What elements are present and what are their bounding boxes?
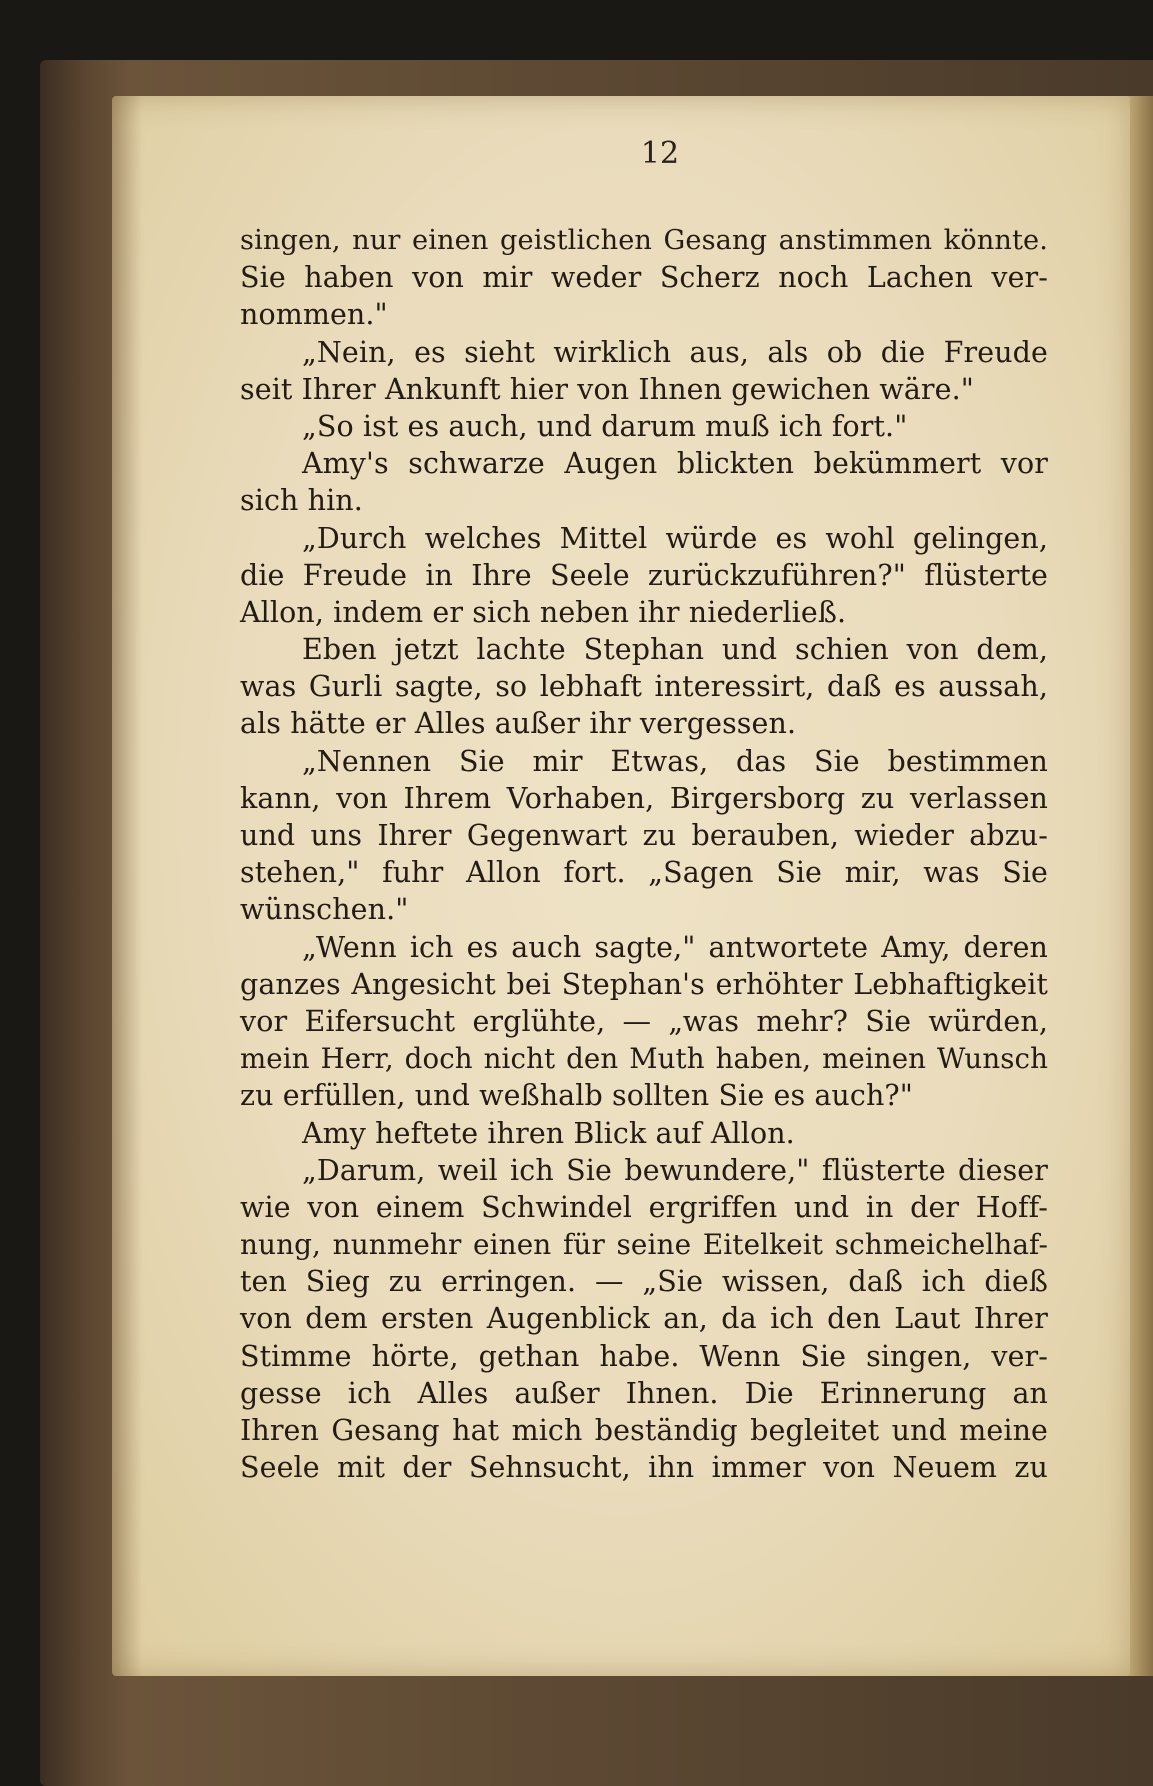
text-line: ten Sieg zu erringen. — „Sie wissen, daß ich dieß (240, 1265, 1048, 1299)
text-line: „Nennen Sie mir Etwas, das Sie bestimmen (302, 744, 1048, 778)
text-line: gesse ich Alles außer Ihnen. Die Erinnerung an (240, 1376, 1048, 1410)
text-line: Ihren Gesang hat mich beständig begleitet und meine (240, 1414, 1048, 1447)
body-text (240, 222, 1048, 1486)
text-line: die Freude in Ihre Seele zurückzuführen?" flüsterte (240, 558, 1048, 592)
text-line: Seele mit der Sehnsucht, ihn immer von Neuem zu (240, 1451, 1048, 1485)
text-line: nung, nunmehr einen für seine Eitelkeit schmeichelhaf- (240, 1228, 1048, 1262)
text-line: „So ist es auch, und darum muß ich fort." (302, 409, 908, 443)
text-line: was Gurli sagte, so lebhaft interessirt, daß es aussah, (240, 670, 1048, 704)
text-line: Sie haben von mir weder Scherz noch Lachen ver- (240, 261, 1048, 295)
text-line: wünschen." (240, 893, 409, 927)
text-line: nommen." (240, 298, 388, 332)
text-line: Stimme hörte, gethan habe. Wenn Sie singen, ver- (240, 1339, 1048, 1373)
text-line: „Durch welches Mittel würde es wohl gelingen, (302, 521, 1048, 555)
text-line: „Nein, es sieht wirklich aus, als ob die Freude (302, 335, 1048, 369)
text-line: und uns Ihrer Gegenwart zu berauben, wieder abzu- (240, 819, 1048, 852)
text-line: singen, nur einen geistlichen Gesang anstimmen könnte. (240, 225, 1048, 256)
text-line: Amy heftete ihren Blick auf Allon. (302, 1116, 795, 1150)
text-line: vor Eifersucht erglühte, — „was mehr? Sie würden, (240, 1004, 1048, 1038)
text-line: „Wenn ich es auch sagte," antwortete Amy, deren (302, 930, 1048, 964)
text-line: Eben jetzt lachte Stephan und schien von dem, (302, 633, 1048, 667)
text-line: mein Herr, doch nicht den Muth haben, meinen Wunsch (240, 1042, 1048, 1076)
text-line: ganzes Angesicht bei Stephan's erhöhter Lebhaftigkeit (240, 967, 1048, 1001)
spine-shadow (112, 96, 142, 1676)
text-line: von dem ersten Augenblick an, da ich den Laut Ihrer (240, 1302, 1048, 1336)
text-line: wie von einem Schwindel ergriffen und in der Hoff- (240, 1190, 1048, 1224)
text-line: Amy's schwarze Augen blickten bekümmert vor (302, 447, 1048, 481)
text-line: sich hin. (240, 484, 363, 518)
text-line: Allon, indem er sich neben ihr niederließ. (240, 595, 847, 629)
text-line: zu erfüllen, und weßhalb sollten Sie es auch?" (240, 1079, 913, 1113)
text-line: seit Ihrer Ankunft hier von Ihnen gewichen wäre." (240, 372, 974, 406)
text-line: als hätte er Alles außer ihr vergessen. (240, 707, 797, 741)
text-line: stehen," fuhr Allon fort. „Sagen Sie mir, was Sie (240, 856, 1048, 890)
page-number: 12 (640, 136, 680, 171)
text-line: kann, von Ihrem Vorhaben, Birgersborg zu verlassen (240, 781, 1048, 815)
text-line: „Darum, weil ich Sie bewundere," flüsterte dieser (302, 1153, 1048, 1187)
